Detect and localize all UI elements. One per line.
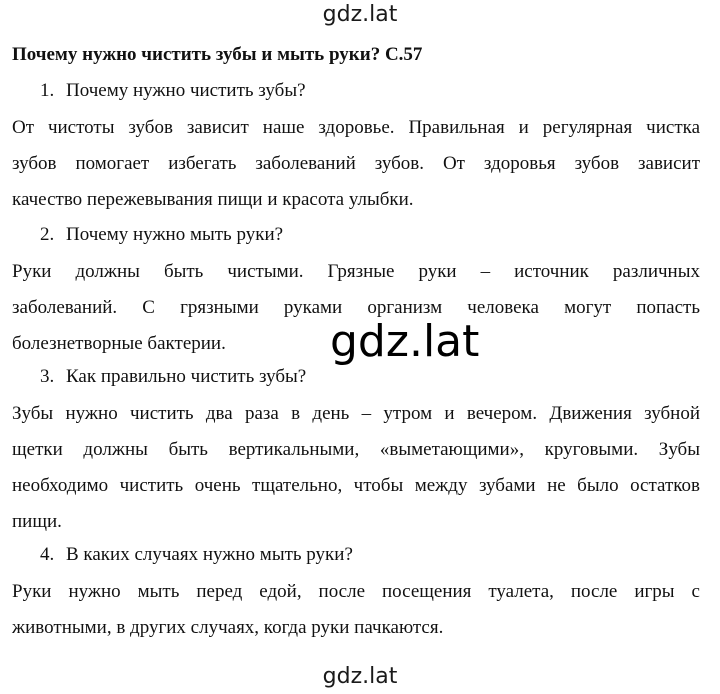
question-number: 3. [40,366,55,387]
question-number: 2. [40,224,55,245]
question-4 [40,544,353,566]
answer-line: животными, в других случаях, когда руки пачкаются. [12,617,444,638]
question-1 [40,80,306,102]
question-text: Как правильно чистить зубы? [66,366,307,387]
question-text: Почему нужно чистить зубы? [66,80,306,101]
question-text: Почему нужно мыть руки? [66,224,284,245]
question-2 [40,224,283,246]
answer-1 [12,110,700,218]
answer-line: болезнетворные бактерии. [12,333,226,354]
watermark-top: gdz.lat [322,2,398,27]
answer-line: От чистоты зубов зависит наше здоровье. Правильная и регулярная чистка [12,117,700,138]
answer-line: пищи. [12,511,62,532]
answer-line: зубов помогает избегать заболеваний зубов. От здоровья зубов зависит [12,153,700,174]
answer-line: щетки должны быть вертикальными, «выметающими», круговыми. Зубы [12,439,700,460]
page-title: Почему нужно чистить зубы и мыть руки? С.57 [12,44,423,65]
answer-line: Руки нужно мыть перед едой, после посещения туалета, после игры с [12,581,700,602]
answer-line: Руки должны быть чистыми. Грязные руки – источник различных [12,261,700,282]
question-number: 1. [40,80,55,101]
question-3 [40,366,306,388]
answer-3 [12,396,700,540]
answer-line: качество пережевывания пищи и красота улыбки. [12,189,414,210]
answer-line: необходимо чистить очень тщательно, чтобы между зубами не было остатков [12,475,700,496]
answer-line: заболеваний. С грязными руками организм человека могут попасть [12,297,700,318]
watermark-middle: gdz.lat [330,316,480,367]
question-text: В каких случаях нужно мыть руки? [66,544,353,565]
watermark-bottom: gdz.lat [322,664,398,689]
answer-line: Зубы нужно чистить два раза в день – утром и вечером. Движения зубной [12,403,700,424]
answer-4 [12,574,700,646]
question-number: 4. [40,544,55,565]
